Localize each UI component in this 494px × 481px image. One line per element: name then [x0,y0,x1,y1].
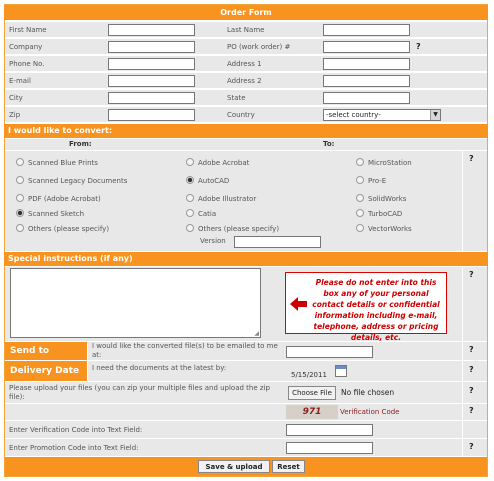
last-name-input[interactable] [323,24,410,36]
contact-row-3 [5,56,487,72]
promotion-row [5,439,462,456]
to-option[interactable] [186,208,216,220]
to-option[interactable] [356,208,402,220]
upload-text: Please upload your files (you can zip your multiple files and upload the zip file): [9,384,270,401]
city-input[interactable] [108,92,195,104]
country-label: Country [227,111,255,119]
promotion-help-icon[interactable]: ? [469,442,474,451]
to-label: To: [323,140,335,148]
from-label: From: [69,140,92,148]
from-option-label: Scanned Blue Prints [28,159,98,167]
country-select[interactable] [323,109,441,121]
delivery-date-value[interactable]: 5/15/2011 [291,371,327,379]
zip-input[interactable] [108,109,195,121]
from-option[interactable] [16,157,98,169]
arrow-left-icon [290,297,308,311]
po-help-icon[interactable]: ? [416,42,421,51]
radio-icon [356,209,364,217]
country-select-value: -select country- [326,111,381,119]
button-bar [5,457,487,476]
upload-help-cell [463,382,487,403]
from-option-label: Scanned Sketch [28,210,85,218]
radio-icon [356,158,364,166]
state-input[interactable] [323,92,410,104]
delivery-help-cell [463,361,487,381]
upload-row [5,382,462,403]
radio-icon [186,209,194,217]
reset-button[interactable]: Reset [272,460,305,473]
verification-help-cell [463,421,487,438]
city-label: City [9,94,23,102]
radio-icon [16,224,24,232]
from-option[interactable] [16,175,127,187]
phone-label: Phone No. [9,60,45,68]
upload-help-icon[interactable]: ? [469,386,474,395]
from-option-label: PDF (Adobe Acrobat) [28,195,101,203]
to-option-label: Others (please specify) [198,225,280,233]
delivery-date-label: Delivery Date [5,361,87,381]
radio-icon [16,176,24,184]
send-to-email-input[interactable] [286,346,373,358]
address2-label: Address 2 [227,77,262,85]
captcha-label: Verification Code [340,408,400,416]
choose-file-button[interactable]: Choose File [288,386,336,400]
special-instructions-textarea[interactable] [10,268,261,338]
first-name-input[interactable] [108,24,195,36]
chevron-down-icon: ▼ [430,110,440,120]
to-option-label: SolidWorks [368,195,407,203]
to-option-label: VectorWorks [368,225,412,233]
promotion-code-input[interactable] [286,442,373,454]
captcha-image: 971 [286,405,338,419]
radio-icon [356,176,364,184]
radio-icon [186,158,194,166]
from-option-label: Scanned Legacy Documents [28,177,128,185]
delivery-help-icon[interactable]: ? [469,365,474,374]
send-to-label: Send to [5,342,87,360]
last-name-label: Last Name [227,26,265,34]
to-option-label: AutoCAD [198,177,230,185]
from-option-label: Others (please specify) [28,225,110,233]
company-input[interactable] [108,41,195,53]
to-option-label: Pro-E [368,177,387,185]
radio-icon [186,194,194,202]
email-label: E-mail [9,77,31,85]
form-title: Order Form [4,5,488,20]
po-label: PO (work order) # [227,43,291,51]
email-input[interactable] [108,75,195,87]
from-option[interactable] [16,208,84,220]
to-option[interactable] [356,175,386,187]
verification-code-input[interactable] [286,424,373,436]
radio-selected-icon [16,209,24,217]
radio-icon [356,224,364,232]
convert-help-cell [463,151,487,251]
captcha-help-cell [463,404,487,420]
special-help-icon[interactable]: ? [469,270,474,279]
calendar-icon[interactable] [335,365,347,377]
first-name-label: First Name [9,26,47,34]
captcha-help-icon[interactable]: ? [469,406,474,415]
radio-icon [16,158,24,166]
version-input[interactable] [234,236,321,248]
privacy-warning-text: Please do not enter into this box any of your personal contact details or confidential information including e-mail, telephone, address or pricing details, etc. [312,278,440,342]
contact-row-1 [5,22,487,38]
captcha-row [5,404,462,420]
promotion-help-cell [463,439,487,456]
radio-selected-icon [186,176,194,184]
privacy-warning-box [285,272,447,342]
address1-label: Address 1 [227,60,262,68]
resize-grip-icon: ◢ [254,330,259,337]
send-to-text: I would like the converted file(s) to be emailed to me at: [92,342,278,359]
convert-header: I would like to convert: [4,124,488,138]
to-option[interactable] [356,223,412,235]
to-option-label: Catia [198,210,217,218]
verification-input-row [5,421,462,438]
special-header: Special instructions (if any) [4,252,488,266]
to-option[interactable] [186,193,256,205]
zip-label: Zip [9,111,21,119]
verification-input-label: Enter Verification Code into Text Field: [9,426,143,434]
phone-input[interactable] [108,58,195,70]
contact-row-6 [5,107,487,123]
radio-icon [186,224,194,232]
delivery-text: I need the documents at the latest by: [92,364,227,372]
version-label: Version [200,237,226,245]
send-to-row [88,342,462,360]
send-help-cell [463,342,487,360]
address2-input[interactable] [323,75,410,87]
promotion-label: Enter Promotion Code into Text Field: [9,444,139,452]
convert-subheader [5,139,487,150]
from-option[interactable] [16,193,101,205]
contact-row-4 [5,73,487,89]
radio-icon [16,194,24,202]
to-option-label: MicroStation [368,159,412,167]
convert-help-icon[interactable]: ? [469,154,474,163]
to-option[interactable] [186,157,249,169]
send-help-icon[interactable]: ? [469,345,474,354]
to-option[interactable] [186,175,229,187]
contact-row-5 [5,90,487,106]
to-option-label: TurboCAD [368,210,403,218]
address1-input[interactable] [323,58,410,70]
to-option-label: Adobe Acrobat [198,159,250,167]
radio-icon [356,194,364,202]
from-option[interactable] [16,223,109,235]
no-file-text: No file chosen [341,388,395,397]
to-option[interactable] [356,193,406,205]
special-help-cell [463,267,487,341]
to-option-label: Adobe Illustrator [198,195,257,203]
company-label: Company [9,43,43,51]
po-input[interactable] [323,41,410,53]
contact-row-2 [5,39,487,55]
save-upload-button[interactable]: Save & upload [198,460,270,473]
delivery-row [88,361,462,381]
state-label: State [227,94,246,102]
to-option[interactable] [356,157,412,169]
